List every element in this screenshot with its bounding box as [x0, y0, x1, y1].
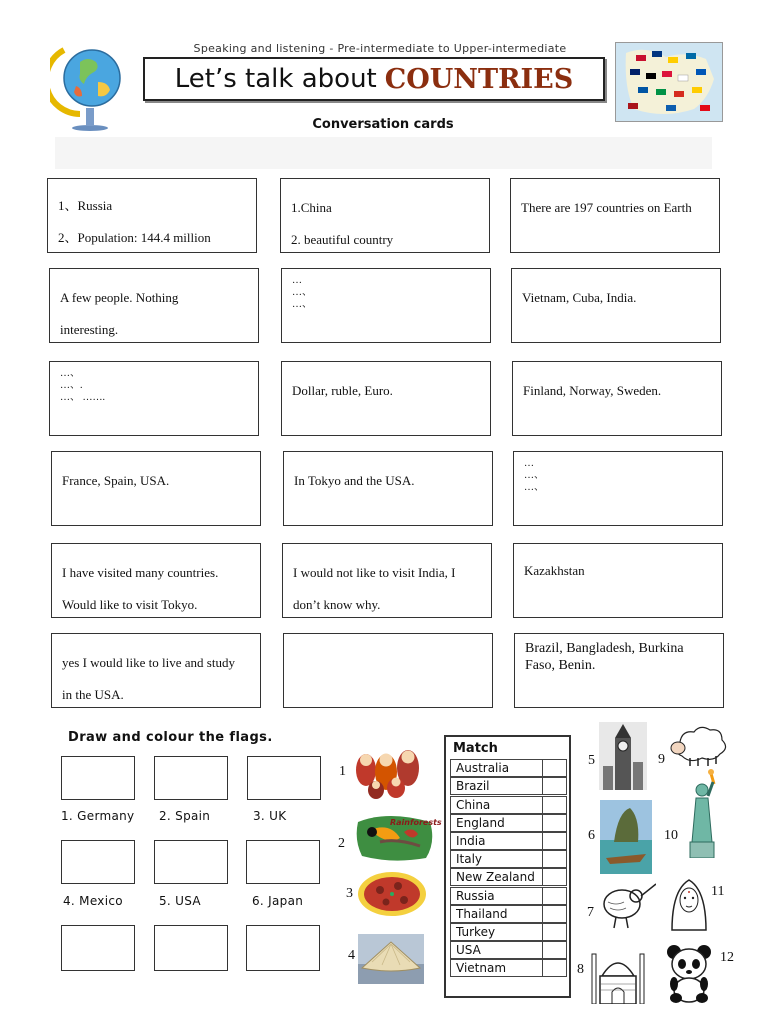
match-country: England — [456, 816, 505, 830]
title-part1: Let’s talk about — [174, 64, 377, 94]
card-line: France, Spain, USA. — [62, 473, 170, 488]
match-country: Italy — [456, 852, 483, 866]
conversation-card — [49, 361, 259, 436]
match-row[interactable] — [450, 850, 567, 868]
match-row[interactable] — [450, 923, 567, 941]
answer-cell[interactable] — [542, 796, 566, 814]
conversation-card — [510, 178, 720, 253]
subtitle: Speaking and listening - Pre-intermediate to Upper-intermediate — [193, 42, 567, 55]
card-line: Kazakhstan — [524, 563, 585, 578]
answer-cell[interactable] — [542, 759, 566, 777]
picture-number: 4 — [348, 948, 355, 963]
card-line: Vietnam, Cuba, India. — [522, 290, 637, 305]
picture-number: 8 — [577, 962, 584, 977]
flag-drawing-box[interactable] — [247, 756, 321, 800]
card-line: …、 — [292, 287, 312, 298]
card-line: I would not like to visit India, I — [293, 565, 456, 580]
match-row[interactable] — [450, 868, 567, 886]
header-band — [55, 137, 712, 169]
picture-number: 2 — [338, 836, 345, 851]
conversation-card — [512, 361, 722, 436]
flag-label: 4. Mexico — [63, 894, 123, 908]
match-country: Turkey — [456, 925, 496, 939]
match-title: Match — [453, 741, 498, 756]
match-row[interactable] — [450, 759, 567, 777]
card-line: Faso, Benin. — [525, 658, 596, 673]
panda-image — [664, 942, 714, 1004]
flag-label: 1. Germany — [61, 809, 135, 823]
match-row[interactable] — [450, 905, 567, 923]
card-line: …、 — [60, 368, 80, 379]
conversation-card — [47, 178, 257, 253]
answer-cell[interactable] — [542, 941, 566, 959]
card-line: …、 — [292, 299, 312, 310]
card-line: Brazil, Bangladesh, Burkina — [525, 641, 684, 656]
picture-number: 1 — [339, 764, 346, 779]
flag-drawing-box[interactable] — [154, 756, 228, 800]
card-line: 2. beautiful country — [291, 232, 394, 247]
indian-woman-image — [666, 874, 712, 932]
flag-drawing-box[interactable] — [154, 840, 228, 884]
conversation-card — [281, 268, 491, 343]
match-country: China — [456, 798, 491, 812]
match-country: Australia — [456, 761, 510, 775]
card-line: 1.China — [291, 200, 332, 215]
match-row[interactable] — [450, 959, 567, 977]
matryoshka-dolls-image — [352, 738, 424, 800]
match-country: Vietnam — [456, 961, 507, 975]
conversation-card — [511, 268, 721, 343]
card-line: A few people. Nothing — [60, 290, 179, 305]
match-country: Brazil — [456, 779, 490, 793]
match-country: New Zealand — [456, 870, 535, 884]
picture-number: 10 — [664, 828, 678, 843]
card-line: Finland, Norway, Sweden. — [523, 383, 662, 398]
picture-number: 5 — [588, 753, 595, 768]
picture-number: 7 — [587, 905, 594, 920]
card-line: interesting. — [60, 322, 119, 337]
conversation-card — [280, 178, 490, 253]
match-country: Thailand — [456, 907, 508, 921]
card-line: 2、Population: 144.4 million — [58, 230, 211, 245]
picture-number: 12 — [720, 950, 734, 965]
match-row[interactable] — [450, 777, 567, 795]
conversation-card — [513, 451, 723, 526]
match-country: India — [456, 834, 486, 848]
answer-cell[interactable] — [542, 923, 566, 941]
globe-icon — [50, 40, 130, 132]
picture-number: 11 — [711, 884, 725, 899]
answer-cell[interactable] — [542, 868, 566, 886]
card-line: 1、Russia — [58, 198, 113, 213]
match-row[interactable] — [450, 796, 567, 814]
answer-cell[interactable] — [542, 850, 566, 868]
conversation-card — [282, 543, 492, 618]
flag-drawing-box[interactable] — [61, 840, 135, 884]
conversation-card — [51, 543, 261, 618]
match-row[interactable] — [450, 832, 567, 850]
mosque-image — [588, 940, 648, 1004]
card-line: … — [524, 458, 534, 469]
answer-cell[interactable] — [542, 832, 566, 850]
pizza-image — [356, 868, 428, 918]
statue-of-liberty-image — [680, 768, 724, 858]
flag-label: 5. USA — [159, 894, 201, 908]
card-line: Would like to visit Tokyo. — [62, 597, 198, 612]
kiwi-bird-image — [598, 874, 656, 932]
answer-cell[interactable] — [542, 905, 566, 923]
conversation-card — [513, 543, 723, 618]
conversation-card — [51, 633, 261, 708]
answer-cell[interactable] — [542, 777, 566, 795]
conical-hat-image — [358, 934, 424, 984]
title-part2: COUNTRIES — [384, 63, 574, 95]
title-box — [143, 57, 605, 101]
match-row[interactable] — [450, 941, 567, 959]
flag-drawing-box[interactable] — [154, 925, 228, 971]
conversation-card — [514, 633, 724, 708]
flag-label: 6. Japan — [252, 894, 304, 908]
card-line: Dollar, ruble, Euro. — [292, 383, 393, 398]
rainforest-label: Rainforests — [390, 818, 442, 827]
picture-number: 9 — [658, 752, 665, 767]
card-line: There are 197 countries on Earth — [521, 200, 692, 215]
picture-number: 6 — [588, 828, 595, 843]
flag-drawing-box[interactable] — [246, 925, 320, 971]
sheep-image — [668, 724, 730, 768]
card-line: …、 — [524, 470, 544, 481]
big-ben-image — [599, 722, 647, 790]
card-line: …、 ……. — [60, 392, 105, 403]
answer-cell[interactable] — [542, 887, 566, 905]
match-row[interactable] — [450, 887, 567, 905]
conversation-card — [49, 268, 259, 343]
card-line: …、. — [60, 380, 83, 391]
match-row[interactable] — [450, 814, 567, 832]
conversation-card — [283, 451, 493, 526]
europe-flags-map-image — [615, 42, 723, 122]
section-title: Conversation cards — [312, 117, 454, 132]
card-line: In Tokyo and the USA. — [294, 473, 415, 488]
answer-cell[interactable] — [542, 814, 566, 832]
match-country: USA — [456, 943, 481, 957]
flag-label: 2. Spain — [159, 809, 211, 823]
card-line: …、 — [524, 482, 544, 493]
card-line: don’t know why. — [293, 597, 381, 612]
conversation-card — [281, 361, 491, 436]
flag-drawing-box[interactable] — [246, 840, 320, 884]
flags-title: Draw and colour the flags. — [68, 730, 273, 745]
conversation-card — [51, 451, 261, 526]
flag-drawing-box[interactable] — [61, 925, 135, 971]
conversation-card-empty — [283, 633, 493, 708]
picture-number: 3 — [346, 886, 353, 901]
match-country: Russia — [456, 889, 495, 903]
card-line: … — [292, 275, 302, 286]
flag-drawing-box[interactable] — [61, 756, 135, 800]
answer-cell[interactable] — [542, 959, 566, 977]
flag-label: 3. UK — [253, 809, 287, 823]
card-line: I have visited many countries. — [62, 565, 219, 580]
card-line: in the USA. — [62, 687, 124, 702]
thailand-island-image — [600, 800, 652, 874]
card-line: yes I would like to live and study — [62, 655, 235, 670]
